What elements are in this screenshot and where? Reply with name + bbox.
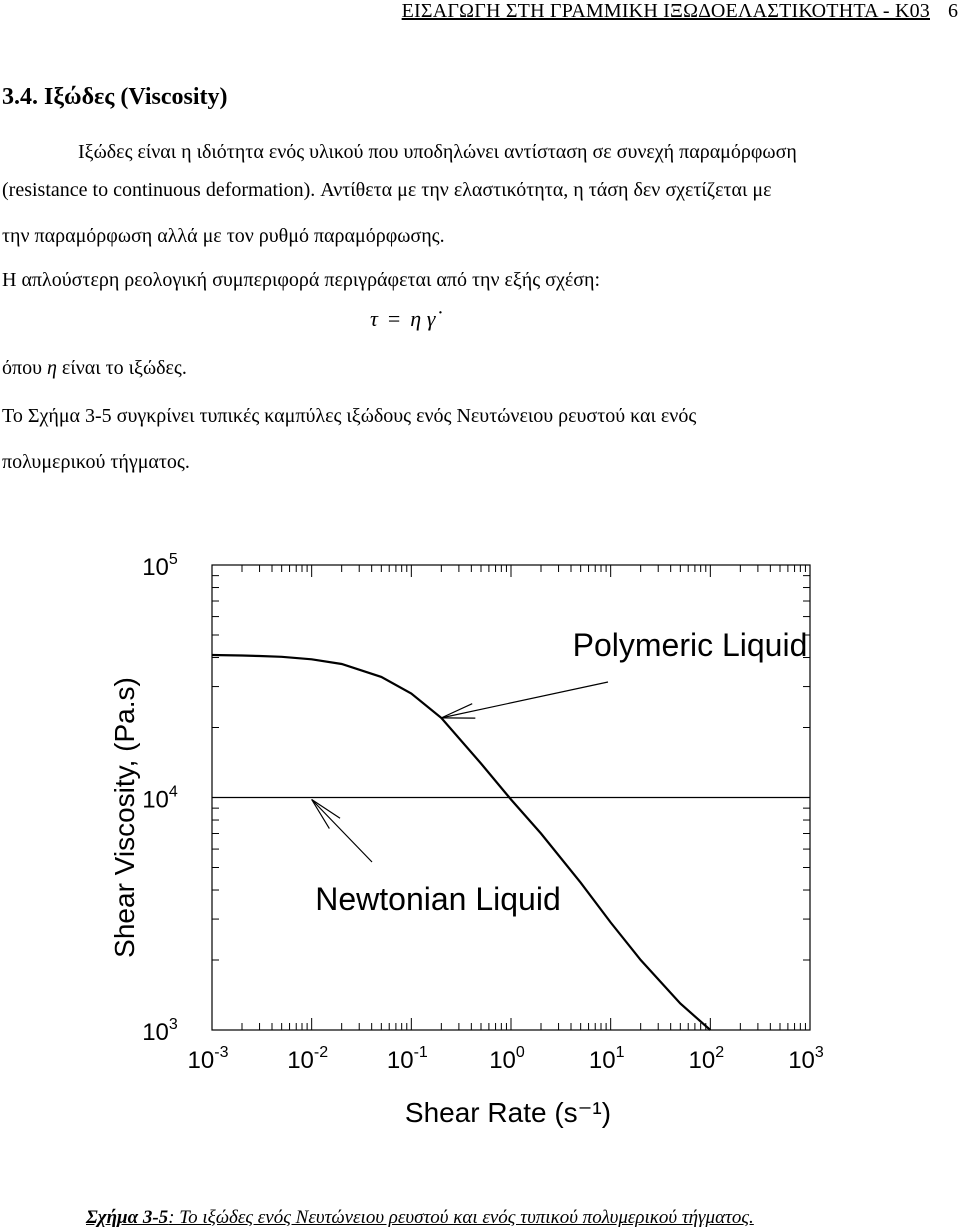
caption-text: : Το ιξώδες ενός Νευτώνειου ρευστού και ενός τυπικού πολυμερικού τήγματος. xyxy=(168,1207,754,1228)
section-title: 3.4. Ιξώδες (Viscosity) xyxy=(2,84,228,110)
formula-equals: = xyxy=(387,306,401,331)
caption-label: Σχήμα 3-5 xyxy=(86,1207,169,1228)
x-axis-label: Shear Rate (s⁻¹) xyxy=(404,1097,612,1128)
running-header: ΕΙΣΑΓΩΓΗ ΣΤΗ ΓΡΑΜΜΙΚΗ ΙΞΩΔΟΕΛΑΣΤΙΚΟΤΗΤΑ - Κ03 xyxy=(401,0,930,22)
y-tick-label: $10^4$ xyxy=(142,783,178,814)
viscosity-formula xyxy=(370,306,435,332)
paragraph-line: Ιξώδες είναι η ιδιότητα ενός υλικού που υποδηλώνει αντίσταση σε συνεχή παραμόρφωση xyxy=(78,141,797,163)
where-text: όπου xyxy=(2,357,47,379)
where-text: είναι το ιξώδες. xyxy=(56,357,187,379)
paragraph-line: Το Σχήμα 3-5 συγκρίνει τυπικές καμπύλες ιξώδους ενός Νευτώνειου ρευστού και ενός xyxy=(2,405,697,427)
formula-eta-gamma-dot: η γ̇ xyxy=(410,306,436,331)
polymeric-arrow xyxy=(441,682,608,718)
polymeric-arrow-head xyxy=(441,704,475,719)
newtonian-liquid-label: Newtonian Liquid xyxy=(315,881,561,917)
polymeric-liquid-curve xyxy=(212,655,710,1030)
y-tick-label: $10^3$ xyxy=(142,1016,178,1046)
x-tick-label: $10^0$ xyxy=(489,1044,525,1074)
x-tick-label: $10^{-1}$ xyxy=(386,1044,428,1074)
figure-caption xyxy=(86,1207,754,1229)
paragraph-line: πολυμερικού τήγματος. xyxy=(2,451,190,473)
x-tick-labels xyxy=(188,1044,824,1074)
formula-tau: τ xyxy=(370,306,378,331)
x-tick-label: $10^{-3}$ xyxy=(187,1044,229,1074)
x-tick-label: $10^{-2}$ xyxy=(287,1044,329,1074)
page-number: 6 xyxy=(948,0,958,22)
annotation-layer xyxy=(312,627,808,917)
paragraph-line: την παραμόρφωση αλλά με τον ρυθμό παραμόρφωσης. xyxy=(2,225,445,247)
y-tick-label: $10^5$ xyxy=(142,551,178,581)
series-layer xyxy=(212,655,810,1030)
y-tick-labels xyxy=(142,551,178,1046)
paragraph-line: Η απλούστερη ρεολογική συμπεριφορά περιγράφεται από την εξής σχέση: xyxy=(2,269,601,291)
x-tick-label: $10^1$ xyxy=(588,1044,625,1074)
polymeric-liquid-label: Polymeric Liquid xyxy=(572,627,808,663)
eta-symbol: η xyxy=(47,357,57,379)
x-tick-label: $10^3$ xyxy=(788,1044,824,1074)
x-tick-label: $10^2$ xyxy=(688,1044,725,1074)
where-line xyxy=(2,358,187,378)
viscosity-chart xyxy=(0,540,960,1180)
y-axis-label: Shear Viscosity, (Pa.s) xyxy=(109,677,140,958)
paragraph-line: (resistance to continuous deformation). Αντίθετα με την ελαστικότητα, η τάση δεν σχετίζεται με xyxy=(2,179,772,201)
newtonian-arrow xyxy=(312,800,372,863)
